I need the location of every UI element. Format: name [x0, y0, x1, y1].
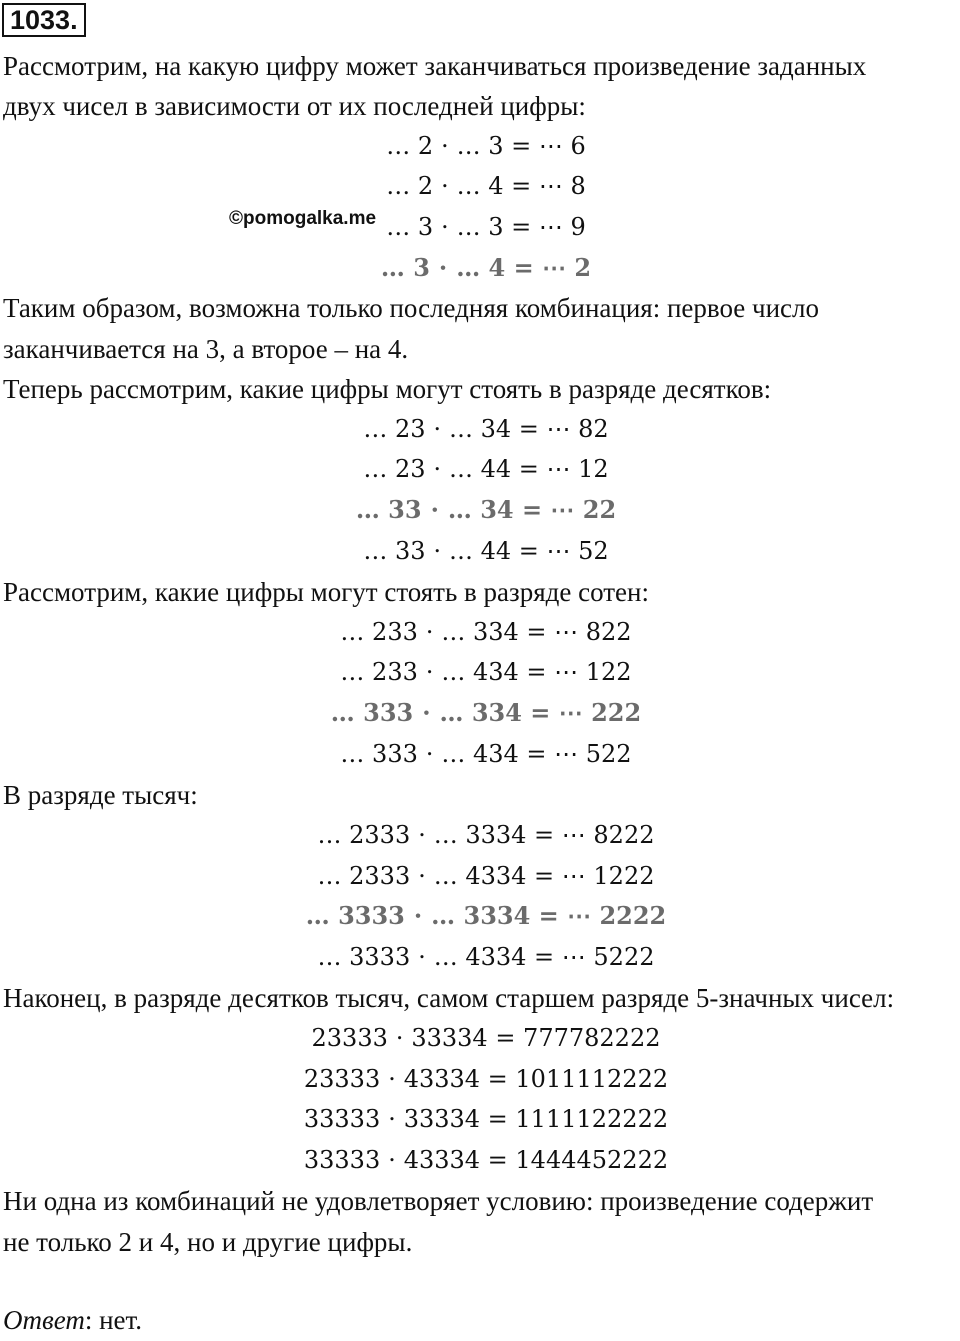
task-number-box: 1033. — [2, 3, 86, 37]
answer-text: : нет. — [84, 1305, 143, 1335]
units-formula-1: … 2 ⋅ … 3 = ⋯ 6 — [386, 132, 586, 160]
units-formula-4-highlighted: … 3 ⋅ … 4 = ⋯ 2 — [380, 253, 592, 282]
tens-formula-2: … 23 ⋅ … 44 = ⋯ 12 — [363, 455, 609, 483]
ten-thousands-formula-4: 33333 ⋅ 43334 = 1444452222 — [303, 1146, 669, 1174]
final-line-2: не только 2 и 4, но и другие цифры. — [3, 1227, 413, 1257]
units-formula-2: … 2 ⋅ … 4 = ⋯ 8 — [386, 172, 586, 200]
thousands-formula-2: … 2333 ⋅ … 4334 = ⋯ 1222 — [317, 862, 655, 890]
thousands-formula-4: … 3333 ⋅ … 4334 = ⋯ 5222 — [317, 943, 655, 971]
units-conclusion-line-2: заканчивается на 3, а второе – на 4. — [3, 334, 409, 364]
thousands-formula-3-highlighted: … 3333 ⋅ … 3334 = ⋯ 2222 — [305, 901, 667, 930]
ten-thousands-formula-2: 23333 ⋅ 43334 = 1011112222 — [303, 1065, 669, 1093]
answer-label: Ответ — [3, 1305, 85, 1335]
intro-line-2: двух чисел в зависимости от их последней цифры: — [3, 91, 586, 121]
tens-intro: Теперь рассмотрим, какие цифры могут стоять в разряде десятков: — [3, 374, 772, 404]
units-formula-3: … 3 ⋅ … 3 = ⋯ 9 — [386, 213, 586, 241]
hundreds-formula-2: … 233 ⋅ … 434 = ⋯ 122 — [340, 658, 632, 686]
hundreds-formula-3-highlighted: … 333 ⋅ … 334 = ⋯ 222 — [330, 698, 642, 727]
tens-formula-4: … 33 ⋅ … 44 = ⋯ 52 — [363, 537, 609, 565]
ten-thousands-formula-3: 33333 ⋅ 33334 = 1111122222 — [303, 1105, 669, 1133]
answer-line — [3, 1300, 142, 1341]
hundreds-formula-4: … 333 ⋅ … 434 = ⋯ 522 — [340, 740, 632, 768]
tens-formula-1: … 23 ⋅ … 34 = ⋯ 82 — [363, 415, 609, 443]
tens-formula-3-highlighted: … 33 ⋅ … 34 = ⋯ 22 — [355, 495, 617, 524]
hundreds-intro: Рассмотрим, какие цифры могут стоять в разряде сотен: — [3, 577, 649, 607]
thousands-formula-1: … 2333 ⋅ … 3334 = ⋯ 8222 — [317, 821, 655, 849]
thousands-intro: В разряде тысяч: — [3, 780, 198, 810]
hundreds-formula-1: … 233 ⋅ … 334 = ⋯ 822 — [340, 618, 632, 646]
intro-line-1: Рассмотрим, на какую цифру может заканчиваться произведение заданных — [3, 51, 867, 81]
ten-thousands-intro: Наконец, в разряде десятков тысяч, самом старшем разряде 5-значных чисел: — [3, 983, 895, 1013]
final-line-1: Ни одна из комбинаций не удовлетворяет условию: произведение содержит — [3, 1186, 874, 1216]
watermark: ©pomogalka.me — [229, 208, 377, 229]
units-conclusion-line-1: Таким образом, возможна только последняя комбинация: первое число — [3, 293, 820, 323]
ten-thousands-formula-1: 23333 ⋅ 33334 = 777782222 — [311, 1024, 661, 1052]
